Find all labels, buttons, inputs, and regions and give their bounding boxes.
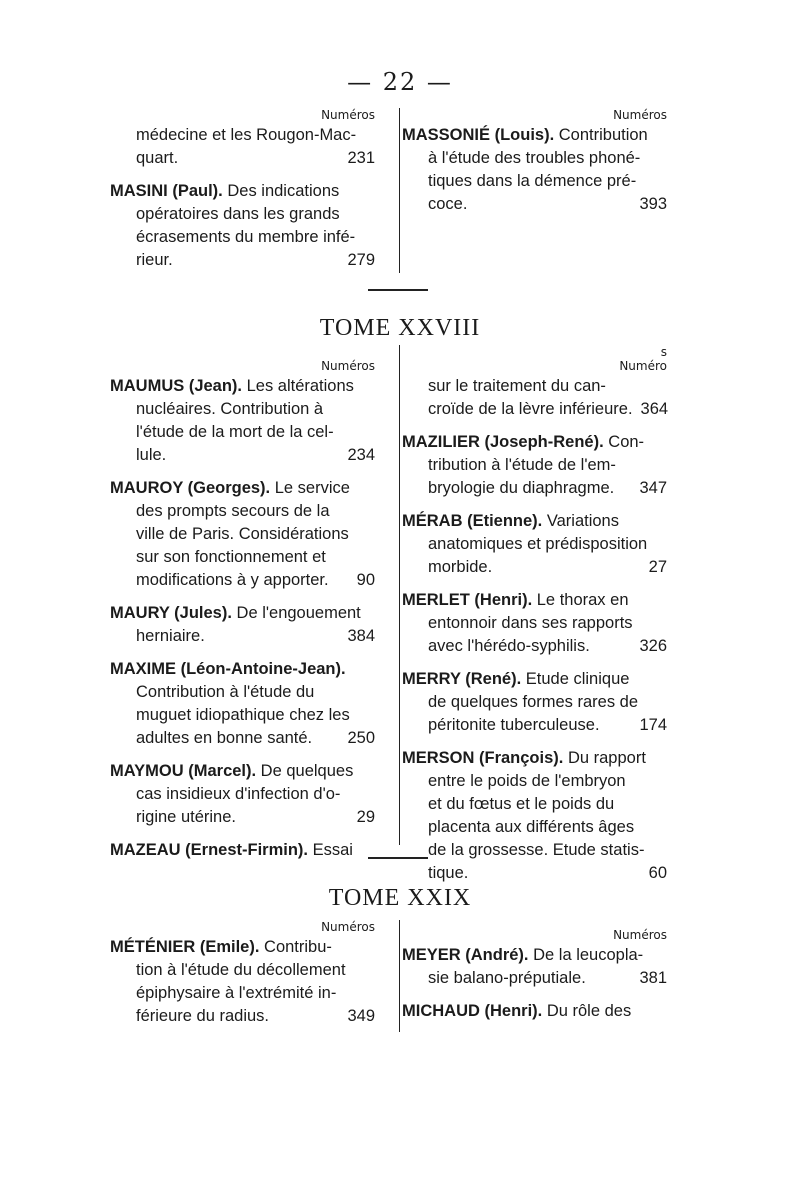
right-column bbox=[402, 345, 667, 895]
entry-line: placenta aux différents âges bbox=[428, 818, 635, 836]
title-text: Du rapport bbox=[563, 749, 646, 767]
bibliography-entry bbox=[402, 431, 667, 500]
entry-last-line bbox=[110, 1005, 375, 1028]
author-name: MAUMUS (Jean). bbox=[110, 377, 243, 395]
entry-first-line bbox=[402, 668, 667, 691]
bibliography-entry bbox=[110, 760, 375, 829]
bibliography-entry bbox=[110, 602, 375, 648]
section-continued bbox=[110, 108, 680, 273]
entry-line: médecine et les Rougon-Mac- bbox=[136, 126, 357, 144]
bibliography-entry bbox=[110, 124, 375, 170]
entry-last-line bbox=[110, 569, 375, 592]
numeros-header: Numéros bbox=[613, 928, 667, 942]
author-name: MAYMOU (Marcel). bbox=[110, 762, 257, 780]
numeros-header: Numéros bbox=[321, 920, 375, 934]
entry-last-line bbox=[402, 193, 667, 216]
entry-line: de la grossesse. Etude statis- bbox=[428, 841, 645, 859]
numeros-header: Numéros bbox=[321, 108, 375, 122]
bibliography-entry bbox=[110, 180, 375, 272]
entry-line-text: rigine utérine. bbox=[136, 808, 236, 826]
entry-first-line bbox=[110, 839, 375, 862]
entry-line: tribution à l'étude de l'em- bbox=[428, 456, 616, 474]
entry-last-line bbox=[402, 862, 667, 885]
title-text: Con- bbox=[603, 433, 645, 451]
numeros-header: s Numéro bbox=[619, 345, 667, 373]
title-text: Le service bbox=[270, 479, 350, 497]
entry-last-line bbox=[402, 967, 667, 990]
column-divider bbox=[399, 920, 400, 1032]
entry-line-text: bryologie du diaphragme. bbox=[428, 479, 615, 497]
thesis-number: 347 bbox=[639, 479, 667, 497]
thesis-number: 364 bbox=[640, 400, 669, 418]
thesis-number: 231 bbox=[347, 149, 375, 167]
author-name: MERSON (François). bbox=[402, 749, 564, 767]
author-name: MAZEAU (Ernest-Firmin). bbox=[110, 841, 308, 859]
entry-last-line bbox=[402, 714, 667, 737]
entry-line: entre le poids de l'embryon bbox=[428, 772, 626, 790]
title-text: Le thorax en bbox=[532, 591, 629, 609]
entry-last-line bbox=[402, 477, 667, 500]
entry-line-text: croïde de la lèvre inférieure. bbox=[428, 400, 633, 418]
entry-line: entonnoir dans ses rapports bbox=[428, 614, 633, 632]
entry-line: opératoires dans les grands bbox=[136, 205, 340, 223]
column-divider bbox=[399, 108, 400, 273]
column-divider bbox=[399, 345, 400, 845]
entry-line-text: férieure du radius. bbox=[136, 1007, 269, 1025]
thesis-number: 90 bbox=[356, 571, 375, 589]
author-name: MÉTÉNIER (Emile). bbox=[110, 938, 260, 956]
entry-line: sur le traitement du can- bbox=[428, 377, 606, 395]
thesis-number: 234 bbox=[347, 446, 375, 464]
bibliography-entry bbox=[402, 124, 667, 216]
entry-first-line bbox=[110, 760, 375, 783]
thesis-number: 174 bbox=[639, 716, 667, 734]
entry-line: à l'étude des troubles phoné- bbox=[428, 149, 641, 167]
entry-line-text: herniaire. bbox=[136, 627, 205, 645]
entry-line-text: quart. bbox=[136, 149, 179, 167]
author-name: MERLET (Henri). bbox=[402, 591, 533, 609]
entry-line-text: tique. bbox=[428, 864, 469, 882]
bibliography-entry bbox=[110, 658, 375, 750]
bibliography-entry bbox=[402, 1000, 667, 1023]
entry-first-line bbox=[110, 658, 375, 681]
entry-first-line bbox=[110, 477, 375, 500]
entry-first-line bbox=[402, 431, 667, 454]
entry-line-text: rieur. bbox=[136, 251, 173, 269]
bibliography-entry bbox=[402, 589, 667, 658]
entry-line-text: coce. bbox=[428, 195, 468, 213]
page-number: — 22 — bbox=[347, 68, 453, 96]
entry-last-line bbox=[110, 727, 375, 750]
entry-line: nucléaires. Contribution à bbox=[136, 400, 324, 418]
bibliography-entry bbox=[110, 839, 375, 862]
title-text: Essai bbox=[308, 841, 353, 859]
section-separator bbox=[368, 289, 428, 291]
entry-first-line bbox=[402, 747, 667, 770]
bibliography-entry bbox=[402, 747, 667, 885]
entry-last-line bbox=[110, 147, 375, 170]
entry-first-line bbox=[402, 1000, 667, 1023]
entry-line: épiphysaire à l'extrémité in- bbox=[136, 984, 337, 1002]
thesis-number: 279 bbox=[347, 251, 375, 269]
left-column bbox=[110, 108, 375, 282]
thesis-number: 60 bbox=[648, 864, 667, 882]
left-column bbox=[110, 920, 375, 1038]
entry-last-line bbox=[110, 249, 375, 272]
section-tome-28 bbox=[110, 345, 680, 882]
entry-first-line bbox=[402, 510, 667, 533]
title-text: De l'engouement bbox=[231, 604, 361, 622]
thesis-number: 326 bbox=[639, 637, 667, 655]
numeros-header: Numéros bbox=[321, 359, 375, 373]
bibliography-entry bbox=[402, 510, 667, 579]
thesis-number: 250 bbox=[347, 729, 375, 747]
section-tome-29 bbox=[110, 920, 680, 1032]
title-text: Contribu- bbox=[259, 938, 332, 956]
entry-last-line bbox=[402, 398, 667, 421]
entry-first-line bbox=[110, 602, 375, 625]
entry-first-line bbox=[110, 936, 375, 959]
entry-last-line bbox=[110, 625, 375, 648]
bibliography-entry bbox=[110, 936, 375, 1028]
thesis-number: 393 bbox=[639, 195, 667, 213]
entry-line-text: avec l'hérédo-syphilis. bbox=[428, 637, 590, 655]
title-text: De quelques bbox=[256, 762, 354, 780]
entry-line-text: morbide. bbox=[428, 558, 493, 576]
entry-line: cas insidieux d'infection d'o- bbox=[136, 785, 341, 803]
right-column bbox=[402, 108, 667, 226]
thesis-number: 29 bbox=[356, 808, 375, 826]
author-name: MAXIME (Léon-Antoine-Jean). bbox=[110, 660, 346, 678]
author-name: MEYER (André). bbox=[402, 946, 529, 964]
entry-line: et du fœtus et le poids du bbox=[428, 795, 615, 813]
author-name: MASINI (Paul). bbox=[110, 182, 223, 200]
entry-line-text: péritonite tuberculeuse. bbox=[428, 716, 600, 734]
thesis-number: 384 bbox=[347, 627, 375, 645]
entry-line-text: sie balano-préputiale. bbox=[428, 969, 586, 987]
thesis-number: 27 bbox=[648, 558, 667, 576]
entry-line: tion à l'étude du décollement bbox=[136, 961, 346, 979]
entry-line-text: lule. bbox=[136, 446, 167, 464]
entry-first-line bbox=[402, 124, 667, 147]
entry-line: l'étude de la mort de la cel- bbox=[136, 423, 334, 441]
entry-line: Contribution à l'étude du bbox=[136, 683, 315, 701]
thesis-number: 349 bbox=[347, 1007, 375, 1025]
author-name: MAZILIER (Joseph-René). bbox=[402, 433, 604, 451]
entry-first-line bbox=[110, 375, 375, 398]
entry-last-line bbox=[110, 444, 375, 467]
entry-line: des prompts secours de la bbox=[136, 502, 330, 520]
title-text: Du rôle des bbox=[542, 1002, 632, 1020]
title-text: Les altérations bbox=[242, 377, 354, 395]
author-name: MERRY (René). bbox=[402, 670, 522, 688]
title-text: De la leucopla- bbox=[528, 946, 644, 964]
numeros-header: Numéros bbox=[613, 108, 667, 122]
title-text: Des indications bbox=[222, 182, 340, 200]
author-name: MAURY (Jules). bbox=[110, 604, 232, 622]
entry-first-line bbox=[402, 944, 667, 967]
entry-line: sur son fonctionnement et bbox=[136, 548, 326, 566]
bibliography-entry bbox=[110, 375, 375, 467]
bibliography-entry bbox=[402, 944, 667, 990]
right-column bbox=[402, 920, 667, 1033]
tome-heading: TOME XXIX bbox=[328, 885, 472, 911]
entry-line: anatomiques et prédisposition bbox=[428, 535, 648, 553]
author-name: MASSONIÉ (Louis). bbox=[402, 126, 555, 144]
tome-heading: TOME XXVIII bbox=[319, 315, 481, 341]
entry-first-line bbox=[402, 589, 667, 612]
author-name: MÉRAB (Etienne). bbox=[402, 512, 543, 530]
title-text: Contribution bbox=[554, 126, 648, 144]
entry-line: écrasements du membre infé- bbox=[136, 228, 356, 246]
entry-line: de quelques formes rares de bbox=[428, 693, 639, 711]
title-text: Etude clinique bbox=[521, 670, 630, 688]
entry-line-text: adultes en bonne santé. bbox=[136, 729, 313, 747]
author-name: MICHAUD (Henri). bbox=[402, 1002, 543, 1020]
entry-line: muguet idiopathique chez les bbox=[136, 706, 350, 724]
bibliography-entry bbox=[402, 668, 667, 737]
entry-last-line bbox=[402, 556, 667, 579]
entry-line: tiques dans la démence pré- bbox=[428, 172, 637, 190]
entry-first-line bbox=[110, 180, 375, 203]
entry-last-line bbox=[110, 806, 375, 829]
bibliography-entry bbox=[402, 375, 667, 421]
entry-last-line bbox=[402, 635, 667, 658]
left-column bbox=[110, 345, 375, 872]
entry-line-text: modifications à y apporter. bbox=[136, 571, 329, 589]
entry-line: ville de Paris. Considérations bbox=[136, 525, 349, 543]
bibliography-entry bbox=[110, 477, 375, 592]
thesis-number: 381 bbox=[639, 969, 667, 987]
author-name: MAUROY (Georges). bbox=[110, 479, 271, 497]
title-text: Variations bbox=[542, 512, 619, 530]
section-separator bbox=[368, 857, 428, 859]
